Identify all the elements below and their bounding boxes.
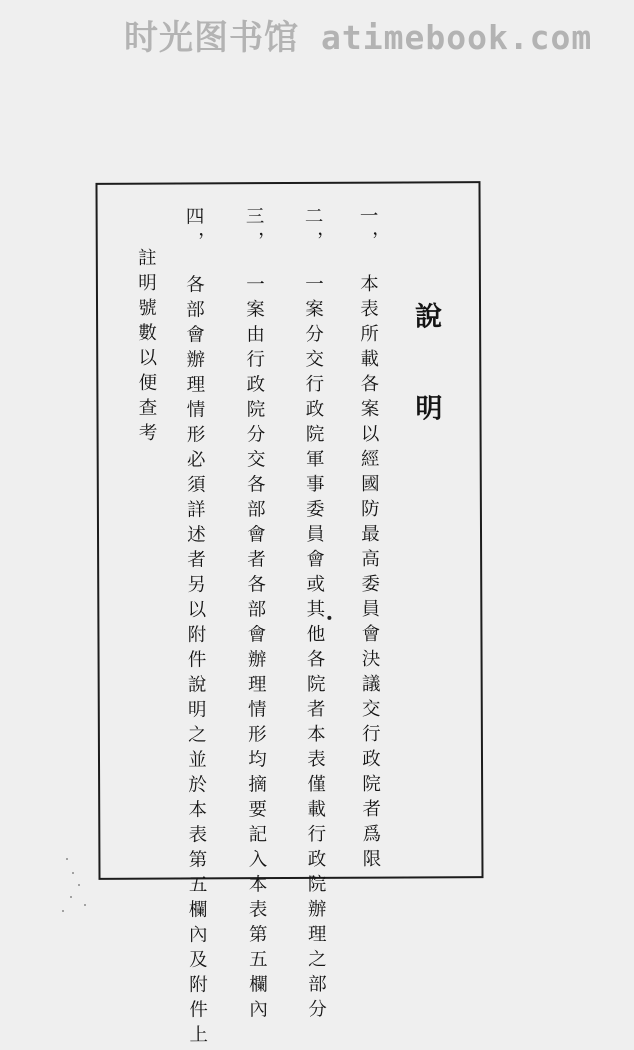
scan-speckle	[72, 872, 74, 874]
scan-speckle	[84, 904, 86, 906]
scan-speckle	[78, 884, 80, 886]
scan-speckle	[66, 858, 68, 860]
note-number: 四，	[183, 206, 205, 257]
note-item-4-continuation: 註明號數以便查考	[135, 247, 158, 448]
note-text: 本表所載各案以經國防最高委員會決議交行政院者爲限	[357, 273, 381, 874]
scan-speckle	[62, 910, 64, 912]
note-item-2	[303, 206, 325, 1024]
note-text: 一案由行政院分交各部會者各部會辦理情形均摘要記入本表第五欄內	[243, 274, 268, 1025]
note-number: 一，	[357, 205, 379, 256]
note-item-4	[184, 206, 206, 1049]
note-number: 二，	[302, 205, 324, 256]
note-text: 一案分交行政院軍事委員會或其他各院者本表僅載行政院辦理之部分	[302, 273, 327, 1024]
document-title-char-2: 明	[415, 393, 443, 425]
note-text: 各部會辦理情形必須詳述者另以附件說明之並於本表第五欄內及附件上	[183, 274, 208, 1050]
watermark-text: 时光图书馆	[124, 18, 299, 58]
document-title-char-1: 說	[415, 301, 443, 333]
scan-speckle	[70, 896, 72, 898]
document-frame	[95, 181, 483, 1050]
watermark	[124, 10, 592, 59]
note-item-1	[358, 206, 379, 874]
note-item-3	[244, 206, 266, 1024]
watermark-url: atimebook.com	[321, 18, 593, 57]
note-number: 三，	[243, 206, 265, 257]
ink-dot	[327, 616, 331, 620]
